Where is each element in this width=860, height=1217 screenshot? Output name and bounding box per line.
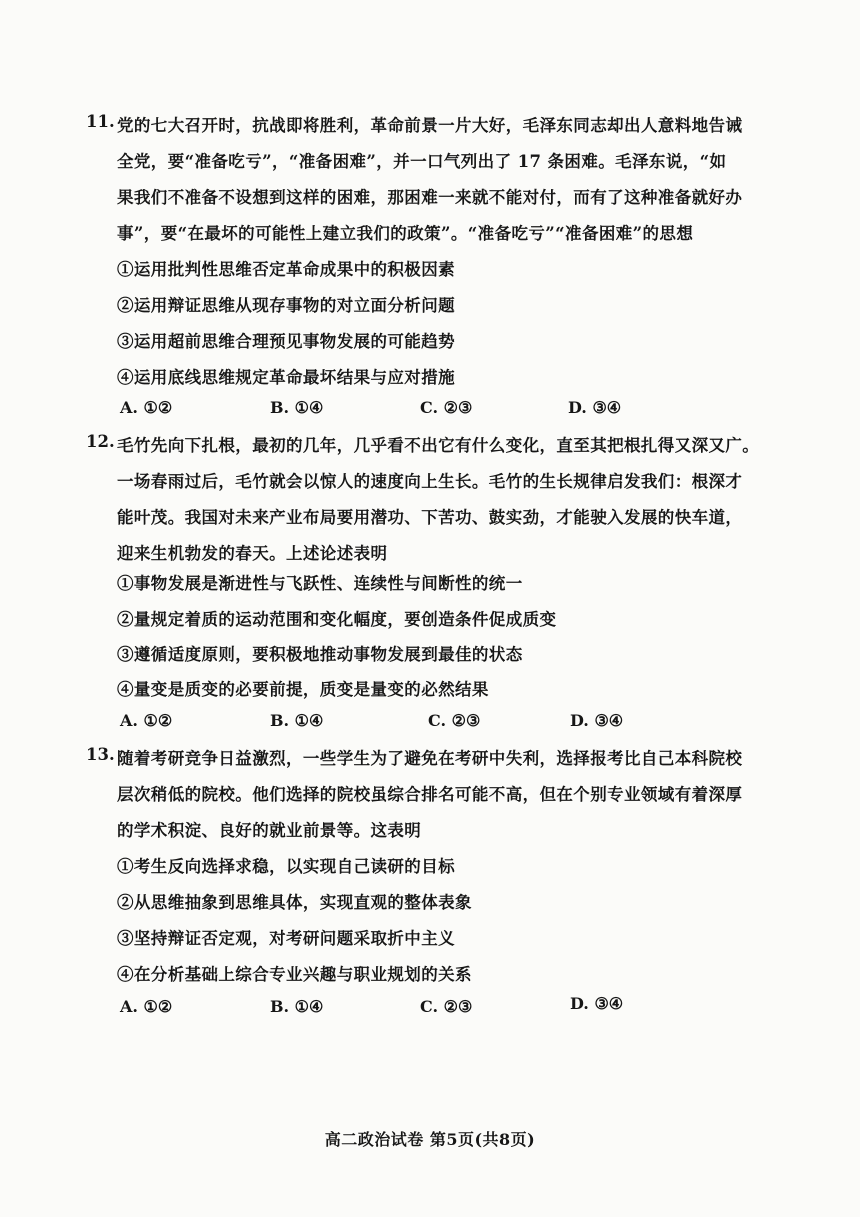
question-stem-line: 果我们不准备不设想到这样的困难，那困难一来就不能对付，而有了这种准备就好办 [117,188,743,207]
statement: ③运用超前思维合理预见事物发展的可能趋势 [117,332,455,351]
question-stem-line: 的学术积淀、良好的就业前景等。这表明 [117,821,422,840]
option-b[interactable]: B. ①④ [270,398,324,417]
option-b[interactable]: B. ①④ [270,997,324,1016]
option-d[interactable]: D. ③④ [570,711,624,730]
option-c[interactable]: C. ②③ [420,997,473,1016]
statement: ②运用辩证思维从现存事物的对立面分析问题 [117,296,455,315]
statement: ④量变是质变的必要前提，质变是量变的必然结果 [117,680,489,699]
option-c[interactable]: C. ②③ [420,398,473,417]
option-c[interactable]: C. ②③ [428,711,481,730]
question-stem-line: 层次稍低的院校。他们选择的院校虽综合排名可能不高，但在个别专业领域有着深厚 [117,785,743,804]
statement: ②从思维抽象到思维具体，实现直观的整体表象 [117,893,472,912]
question-stem-line: 随着考研竞争日益激烈，一些学生为了避免在考研中失利，选择报考比自己本科院校 [117,749,743,768]
question-stem-line: 能叶茂。我国对未来产业布局要用潜功、下苦功、鼓实劲，才能驶入发展的快车道， [117,508,743,527]
option-a[interactable]: A. ①② [120,398,173,417]
option-a[interactable]: A. ①② [120,711,173,730]
statement: ④在分析基础上综合专业兴趣与职业规划的关系 [117,965,472,984]
statement: ①考生反向选择求稳，以实现自己读研的目标 [117,857,455,876]
question-number: 11. [86,112,115,131]
question-stem-line: 一场春雨过后，毛竹就会以惊人的速度向上生长。毛竹的生长规律启发我们：根深才 [117,472,743,491]
statement: ①运用批判性思维否定革命成果中的积极因素 [117,260,455,279]
option-a[interactable]: A. ①② [120,997,173,1016]
statement: ②量规定着质的运动范围和变化幅度，要创造条件促成质变 [117,610,557,629]
question-stem-line: 毛竹先向下扎根，最初的几年，几乎看不出它有什么变化，直至其把根扎得又深又广。 [117,436,760,455]
statement: ①事物发展是渐进性与飞跃性、连续性与间断性的统一 [117,574,523,593]
option-d[interactable]: D. ③④ [570,994,624,1013]
statement: ③坚持辩证否定观，对考研问题采取折中主义 [117,929,455,948]
question-stem-line: 事”，要“在最坏的可能性上建立我们的政策”。“准备吃亏”“准备困难”的思想 [117,224,694,243]
question-stem-line: 全党，要“准备吃亏”，“准备困难”，并一口气列出了 17 条困难。毛泽东说，“如 [117,152,727,171]
question-number: 12. [86,432,115,451]
question-stem-line: 迎来生机勃发的春天。上述论述表明 [117,544,388,563]
statement: ④运用底线思维规定革命最坏结果与应对措施 [117,368,455,387]
option-b[interactable]: B. ①④ [270,711,324,730]
option-d[interactable]: D. ③④ [568,398,622,417]
page-footer: 高二政治试卷 第5页(共8页) [324,1130,536,1149]
question-number: 13. [86,745,115,764]
question-stem-line: 党的七大召开时，抗战即将胜利，革命前景一片大好，毛泽东同志却出人意料地告诫 [117,116,743,135]
statement: ③遵循适度原则，要积极地推动事物发展到最佳的状态 [117,645,523,664]
